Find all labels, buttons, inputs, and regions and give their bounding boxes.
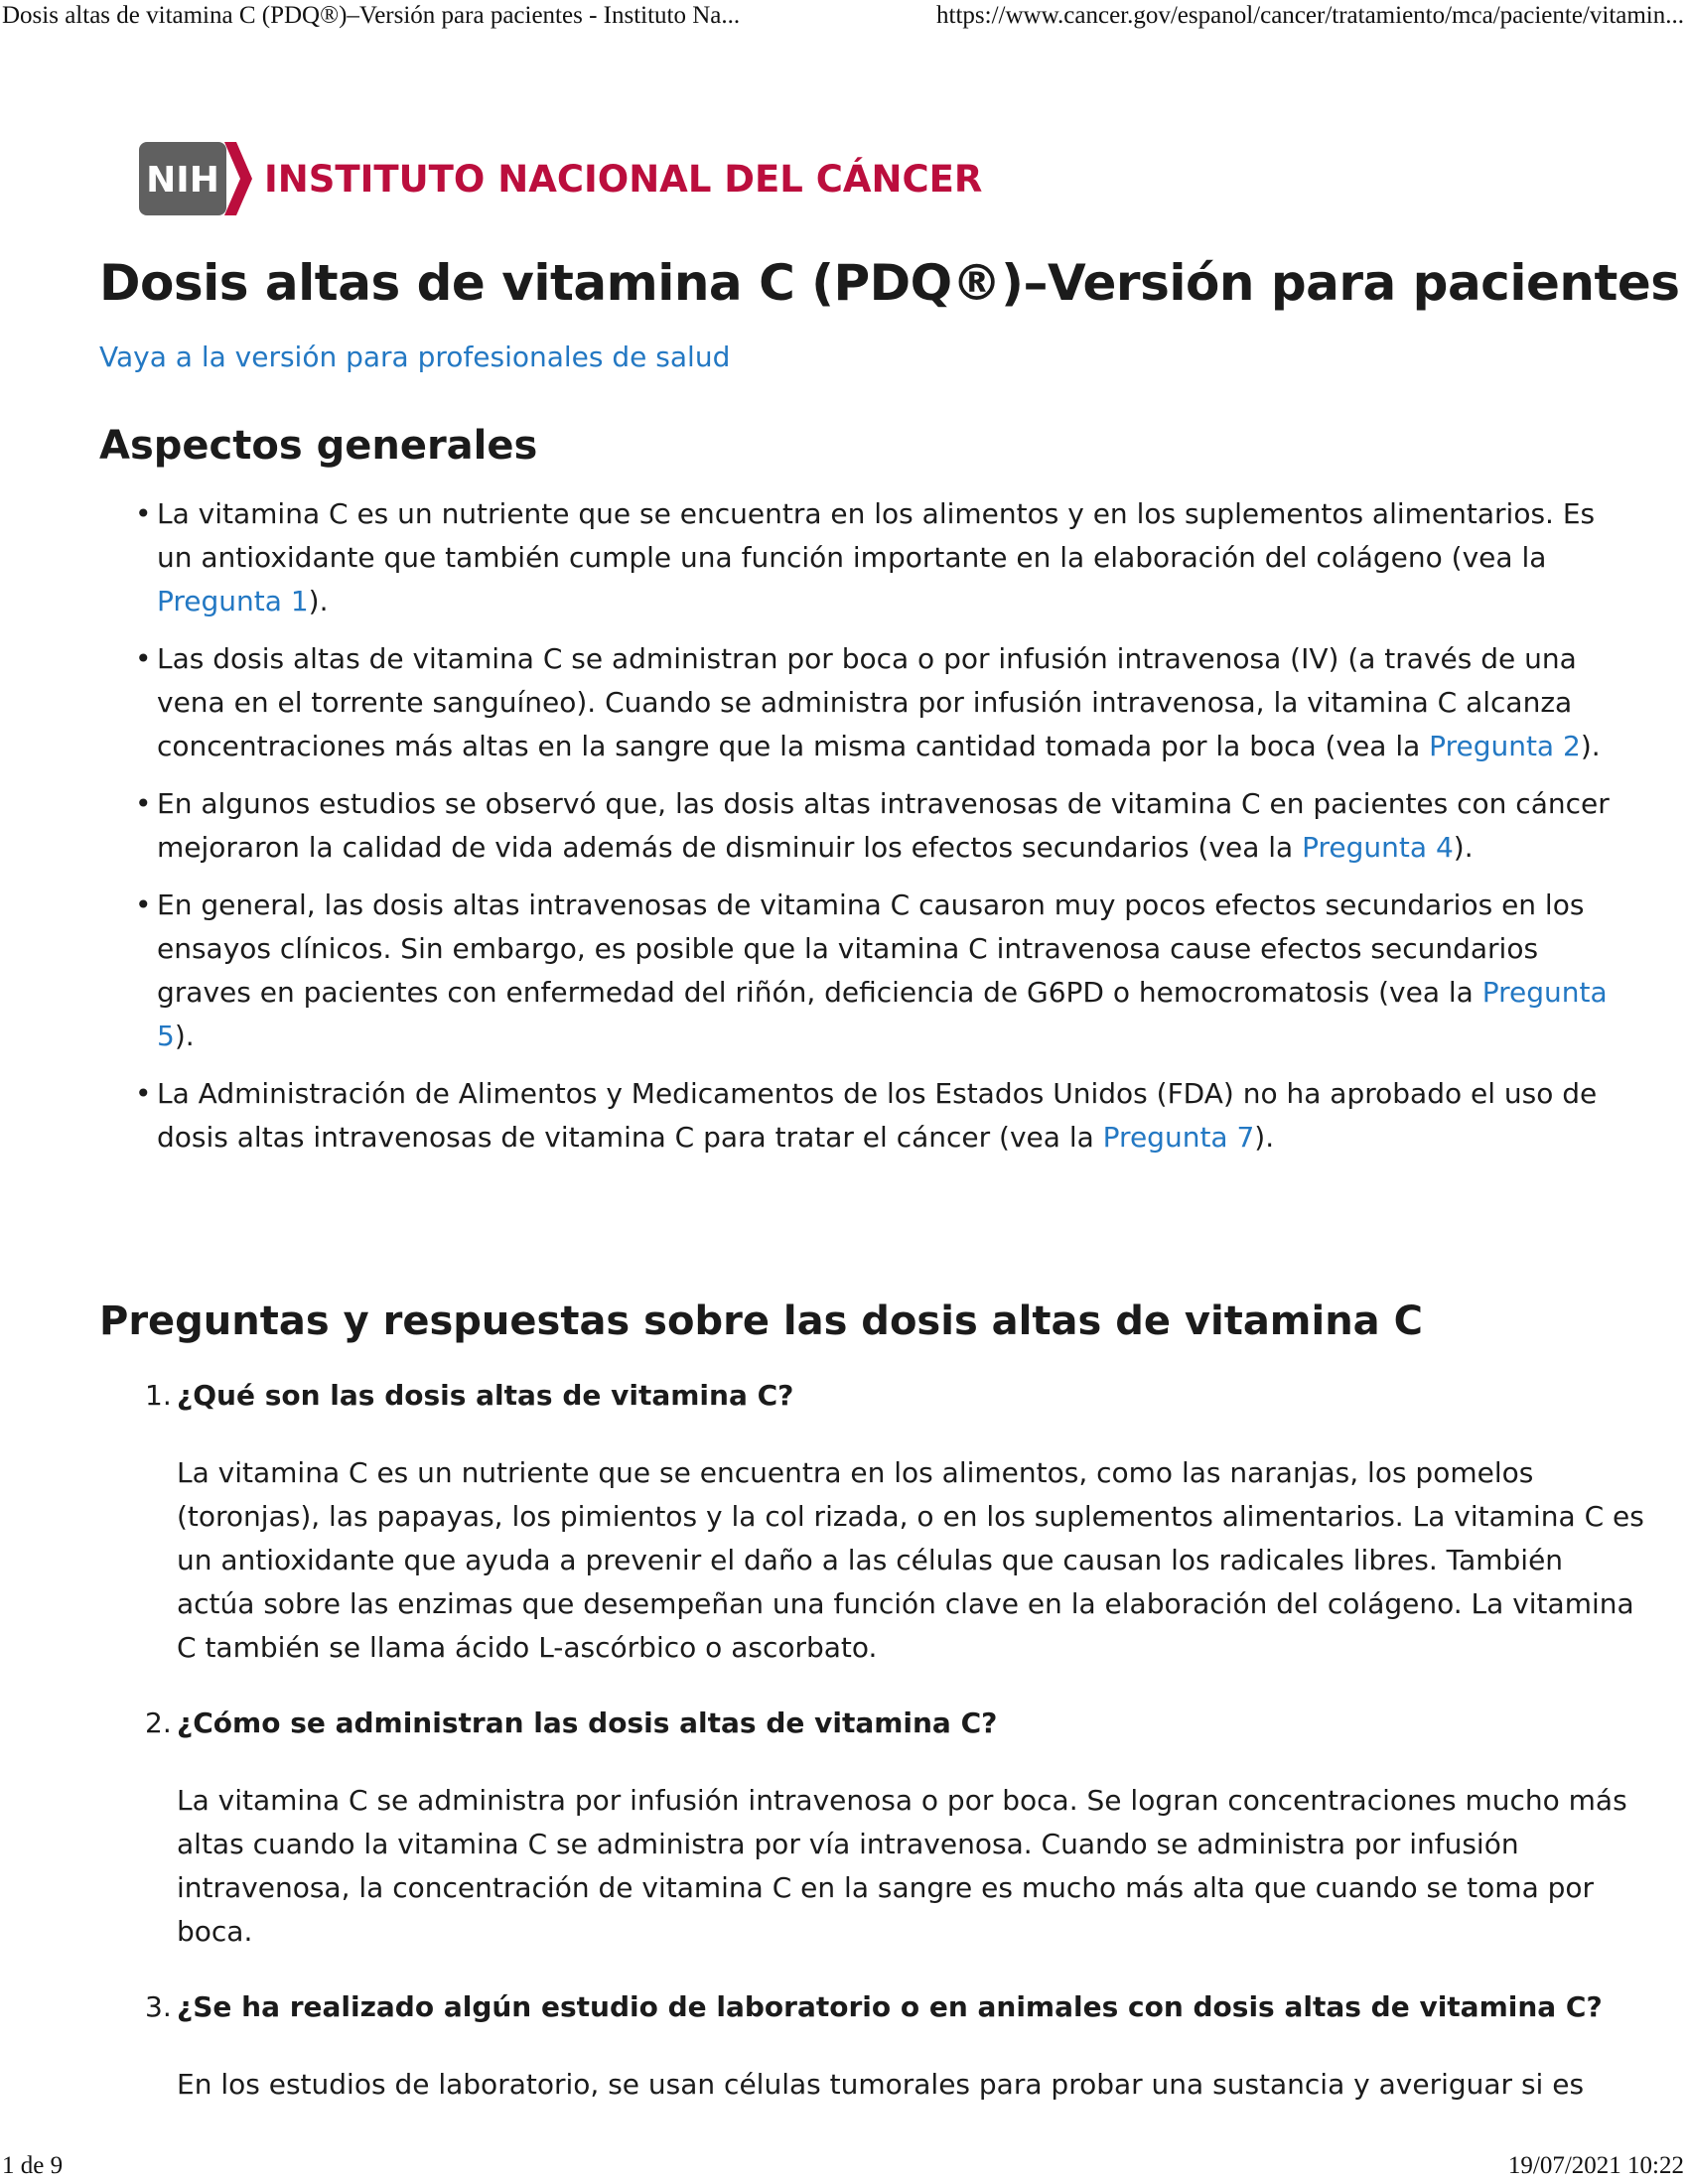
answer-text: En los estudios de laboratorio, se usan células tumorales para probar una sustancia y averiguar si es — [177, 2068, 1585, 2101]
bullet-icon: • — [135, 1077, 152, 1110]
answer-text: La vitamina C se administra por infusión intravenosa o por boca. Se logran concentraciones mucho más altas cuando la vitamina C se administra por vía intravenosa. Cuando se administra por infusión intravenosa, la concentración de vitamina C en la sangre es mucho más alta que cuando se toma por boca. — [177, 1784, 1627, 1948]
page-title: Dosis altas de vitamina C (PDQ®)–Versión para pacientes — [99, 254, 1680, 312]
question-text: ¿Se ha realizado algún estudio de laboratorio o en animales con dosis altas de vitamina C? — [177, 1990, 1603, 2023]
question-4-link[interactable]: Pregunta 4 — [1302, 831, 1454, 864]
bullet-text-end: ). — [308, 585, 329, 617]
overview-list — [99, 492, 1610, 1160]
bullet-icon: • — [135, 787, 152, 820]
bullet-icon: • — [135, 497, 152, 530]
qa-list — [99, 1374, 1644, 2107]
overview-bullet — [99, 637, 1628, 768]
qa-heading: Preguntas y respuestas sobre las dosis altas de vitamina C — [99, 1298, 1423, 1344]
question-7-link[interactable]: Pregunta 7 — [1102, 1121, 1255, 1154]
answer-text: La vitamina C es un nutriente que se encuentra en los alimentos, como las naranjas, los pomelos (toronjas), las papayas, los pimientos y la col rizada, o en los suplementos alimentarios. La vitamina C es un antioxidante que ayuda a prevenir el daño a las células que causan los radicales libres. También actúa sobre las enzimas que desempeñan una función clave en la elaboración del colágeno. La vitamina C también se llama ácido L-ascórbico o ascorbato. — [177, 1456, 1644, 1664]
question-2-link[interactable]: Pregunta 2 — [1429, 730, 1581, 762]
qa-item — [99, 1374, 1646, 1670]
bullet-text-end: ). — [1453, 831, 1474, 864]
bullet-text: La vitamina C es un nutriente que se encuentra en los alimentos y en los suplementos alimentarios. Es un antioxidante que también cumple una función importante en la elaboración del colágeno (vea la — [157, 497, 1596, 574]
question-number: 3. — [145, 1990, 172, 2023]
bullet-icon: • — [135, 888, 152, 921]
logo-wordmark: INSTITUTO NACIONAL DEL CÁNCER — [264, 157, 983, 201]
print-header — [0, 0, 1688, 40]
print-header-title: Dosis altas de vitamina C (PDQ®)–Versión para pacientes - Instituto Na... — [2, 2, 741, 29]
page-counter: 1 de 9 — [2, 2152, 64, 2179]
bullet-text-end: ). — [1254, 1121, 1275, 1154]
overview-heading: Aspectos generales — [99, 423, 538, 469]
question-number: 2. — [145, 1706, 172, 1739]
overview-bullet — [99, 782, 1628, 870]
qa-item — [99, 1985, 1646, 2107]
bullet-icon: • — [135, 642, 152, 675]
print-footer — [0, 2144, 1688, 2184]
bullet-text: La Administración de Alimentos y Medicamentos de los Estados Unidos (FDA) no ha aprobado el uso de dosis altas intravenosas de vitamina C para tratar el cáncer (vea la — [157, 1077, 1598, 1154]
bullet-text: Las dosis altas de vitamina C se administran por boca o por infusión intravenosa (IV) (a través de una vena en el torrente sanguíneo). Cuando se administra por infusión intravenosa, la vitamina C alcanza concentraciones más altas en la sangre que la misma cantidad tomada por la boca (vea la — [157, 642, 1577, 762]
question-1-link[interactable]: Pregunta 1 — [157, 585, 309, 617]
print-header-url: https://www.cancer.gov/espanol/cancer/tratamiento/mca/paciente/vitamin... — [936, 2, 1684, 29]
nih-badge-text: NIH — [146, 160, 219, 201]
qa-item — [99, 1702, 1646, 1954]
overview-bullet — [99, 1072, 1628, 1160]
overview-bullet — [99, 884, 1628, 1058]
nih-badge-icon — [139, 142, 252, 215]
question-number: 1. — [145, 1379, 172, 1412]
bullet-text-end: ). — [174, 1020, 195, 1052]
bullet-text: En general, las dosis altas intravenosas de vitamina C causaron muy pocos efectos secundarios en los ensayos clínicos. Sin embargo, es posible que la vitamina C intravenosa cause efectos secundarios graves en pacientes con enfermedad del riñón, deficiencia de G6PD o hemocromatosis (vea la — [157, 888, 1585, 1009]
nci-logo[interactable] — [139, 142, 982, 215]
question-text: ¿Qué son las dosis altas de vitamina C? — [177, 1379, 794, 1412]
main-content — [99, 253, 1680, 2138]
overview-bullet — [99, 492, 1628, 623]
question-text: ¿Cómo se administran las dosis altas de vitamina C? — [177, 1706, 998, 1739]
print-datetime: 19/07/2021 10:22 — [1507, 2152, 1684, 2179]
health-professional-version-link[interactable]: Vaya a la versión para profesionales de salud — [99, 341, 731, 373]
bullet-text-end: ). — [1580, 730, 1601, 762]
bullet-text: En algunos estudios se observó que, las dosis altas intravenosas de vitamina C en pacientes con cáncer mejoraron la calidad de vida además de disminuir los efectos secundarios (vea la — [157, 787, 1610, 864]
question-5-link[interactable]: Pregunta 5 — [157, 976, 1608, 1052]
